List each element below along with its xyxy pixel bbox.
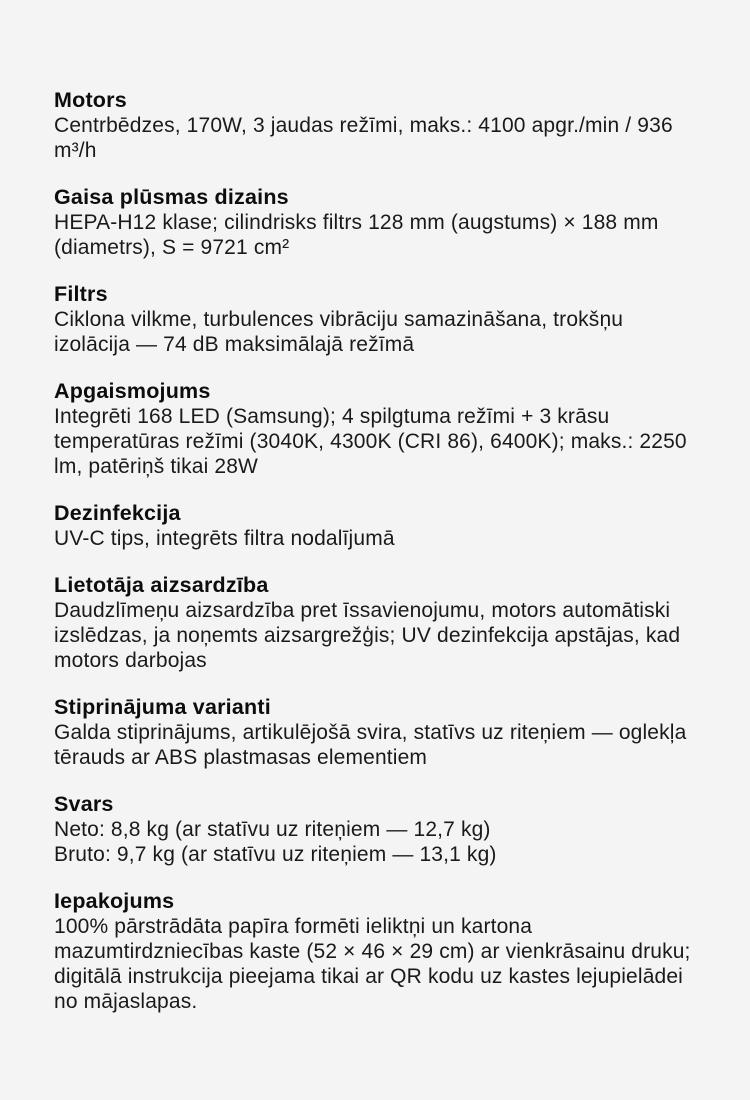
section-heading: Svars	[54, 792, 114, 816]
section-body: Galda stiprinājums, artikulējošā svira, statīvs uz riteņiem — oglekļa tērauds ar ABS plastmasas elementiem	[54, 721, 687, 769]
spec-section-packaging	[54, 889, 700, 1014]
section-body: Centrbēdzes, 170W, 3 jaudas režīmi, maks.: 4100 apgr./min / 936 m³/h	[54, 114, 673, 162]
section-body: UV-C tips, integrēts filtra nodalījumā	[54, 527, 395, 550]
section-heading: Gaisa plūsmas dizains	[54, 185, 289, 209]
section-body-line-gross: Bruto: 9,7 kg (ar statīvu uz riteņiem — 13,1 kg)	[54, 843, 497, 866]
section-body: Ciklona vilkme, turbulences vibrāciju samazināšana, trokšņu izolācija — 74 dB maksimālajā režīmā	[54, 308, 624, 356]
spec-section-airflow-design	[54, 185, 700, 260]
section-body: Daudzlīmeņu aizsardzība pret īssavienojumu, motors automātiski izslēdzas, ja noņemts aizsargrežģis; UV dezinfekcija apstājas, kad motors darbojas	[54, 599, 681, 672]
spec-section-motors	[54, 88, 700, 163]
section-heading: Stiprinājuma varianti	[54, 695, 271, 719]
section-body: Integrēti 168 LED (Samsung); 4 spilgtuma režīmi + 3 krāsu temperatūras režīmi (3040K, 4300K (CRI 86), 6400K); maks.: 2250 lm, patēriņš tikai 28W	[54, 405, 687, 478]
section-heading: Lietotāja aizsardzība	[54, 573, 269, 597]
spec-section-weight	[54, 792, 700, 867]
spec-section-lighting	[54, 379, 700, 479]
section-heading: Iepakojums	[54, 889, 175, 913]
spec-section-filter	[54, 282, 700, 357]
spec-section-mounting-options	[54, 695, 700, 770]
spec-section-user-protection	[54, 573, 700, 673]
spec-section-disinfection	[54, 501, 700, 551]
section-heading: Apgaismojums	[54, 379, 211, 403]
section-body: 100% pārstrādāta papīra formēti ieliktņi un kartona mazumtirdzniecības kaste (52 × 46 × 29 cm) ar vienkrāsainu druku; digitālā instrukcija pieejama tikai ar QR kodu uz kastes lejupielādei no mājaslapas.	[54, 915, 691, 1013]
section-heading: Motors	[54, 88, 127, 112]
section-heading: Dezinfekcija	[54, 501, 181, 525]
section-body: HEPA-H12 klase; cilindrisks filtrs 128 mm (augstums) × 188 mm (diametrs), S = 9721 cm²	[54, 211, 659, 259]
section-heading: Filtrs	[54, 282, 108, 306]
section-body-line-net: Neto: 8,8 kg (ar statīvu uz riteņiem — 12,7 kg)	[54, 818, 491, 841]
